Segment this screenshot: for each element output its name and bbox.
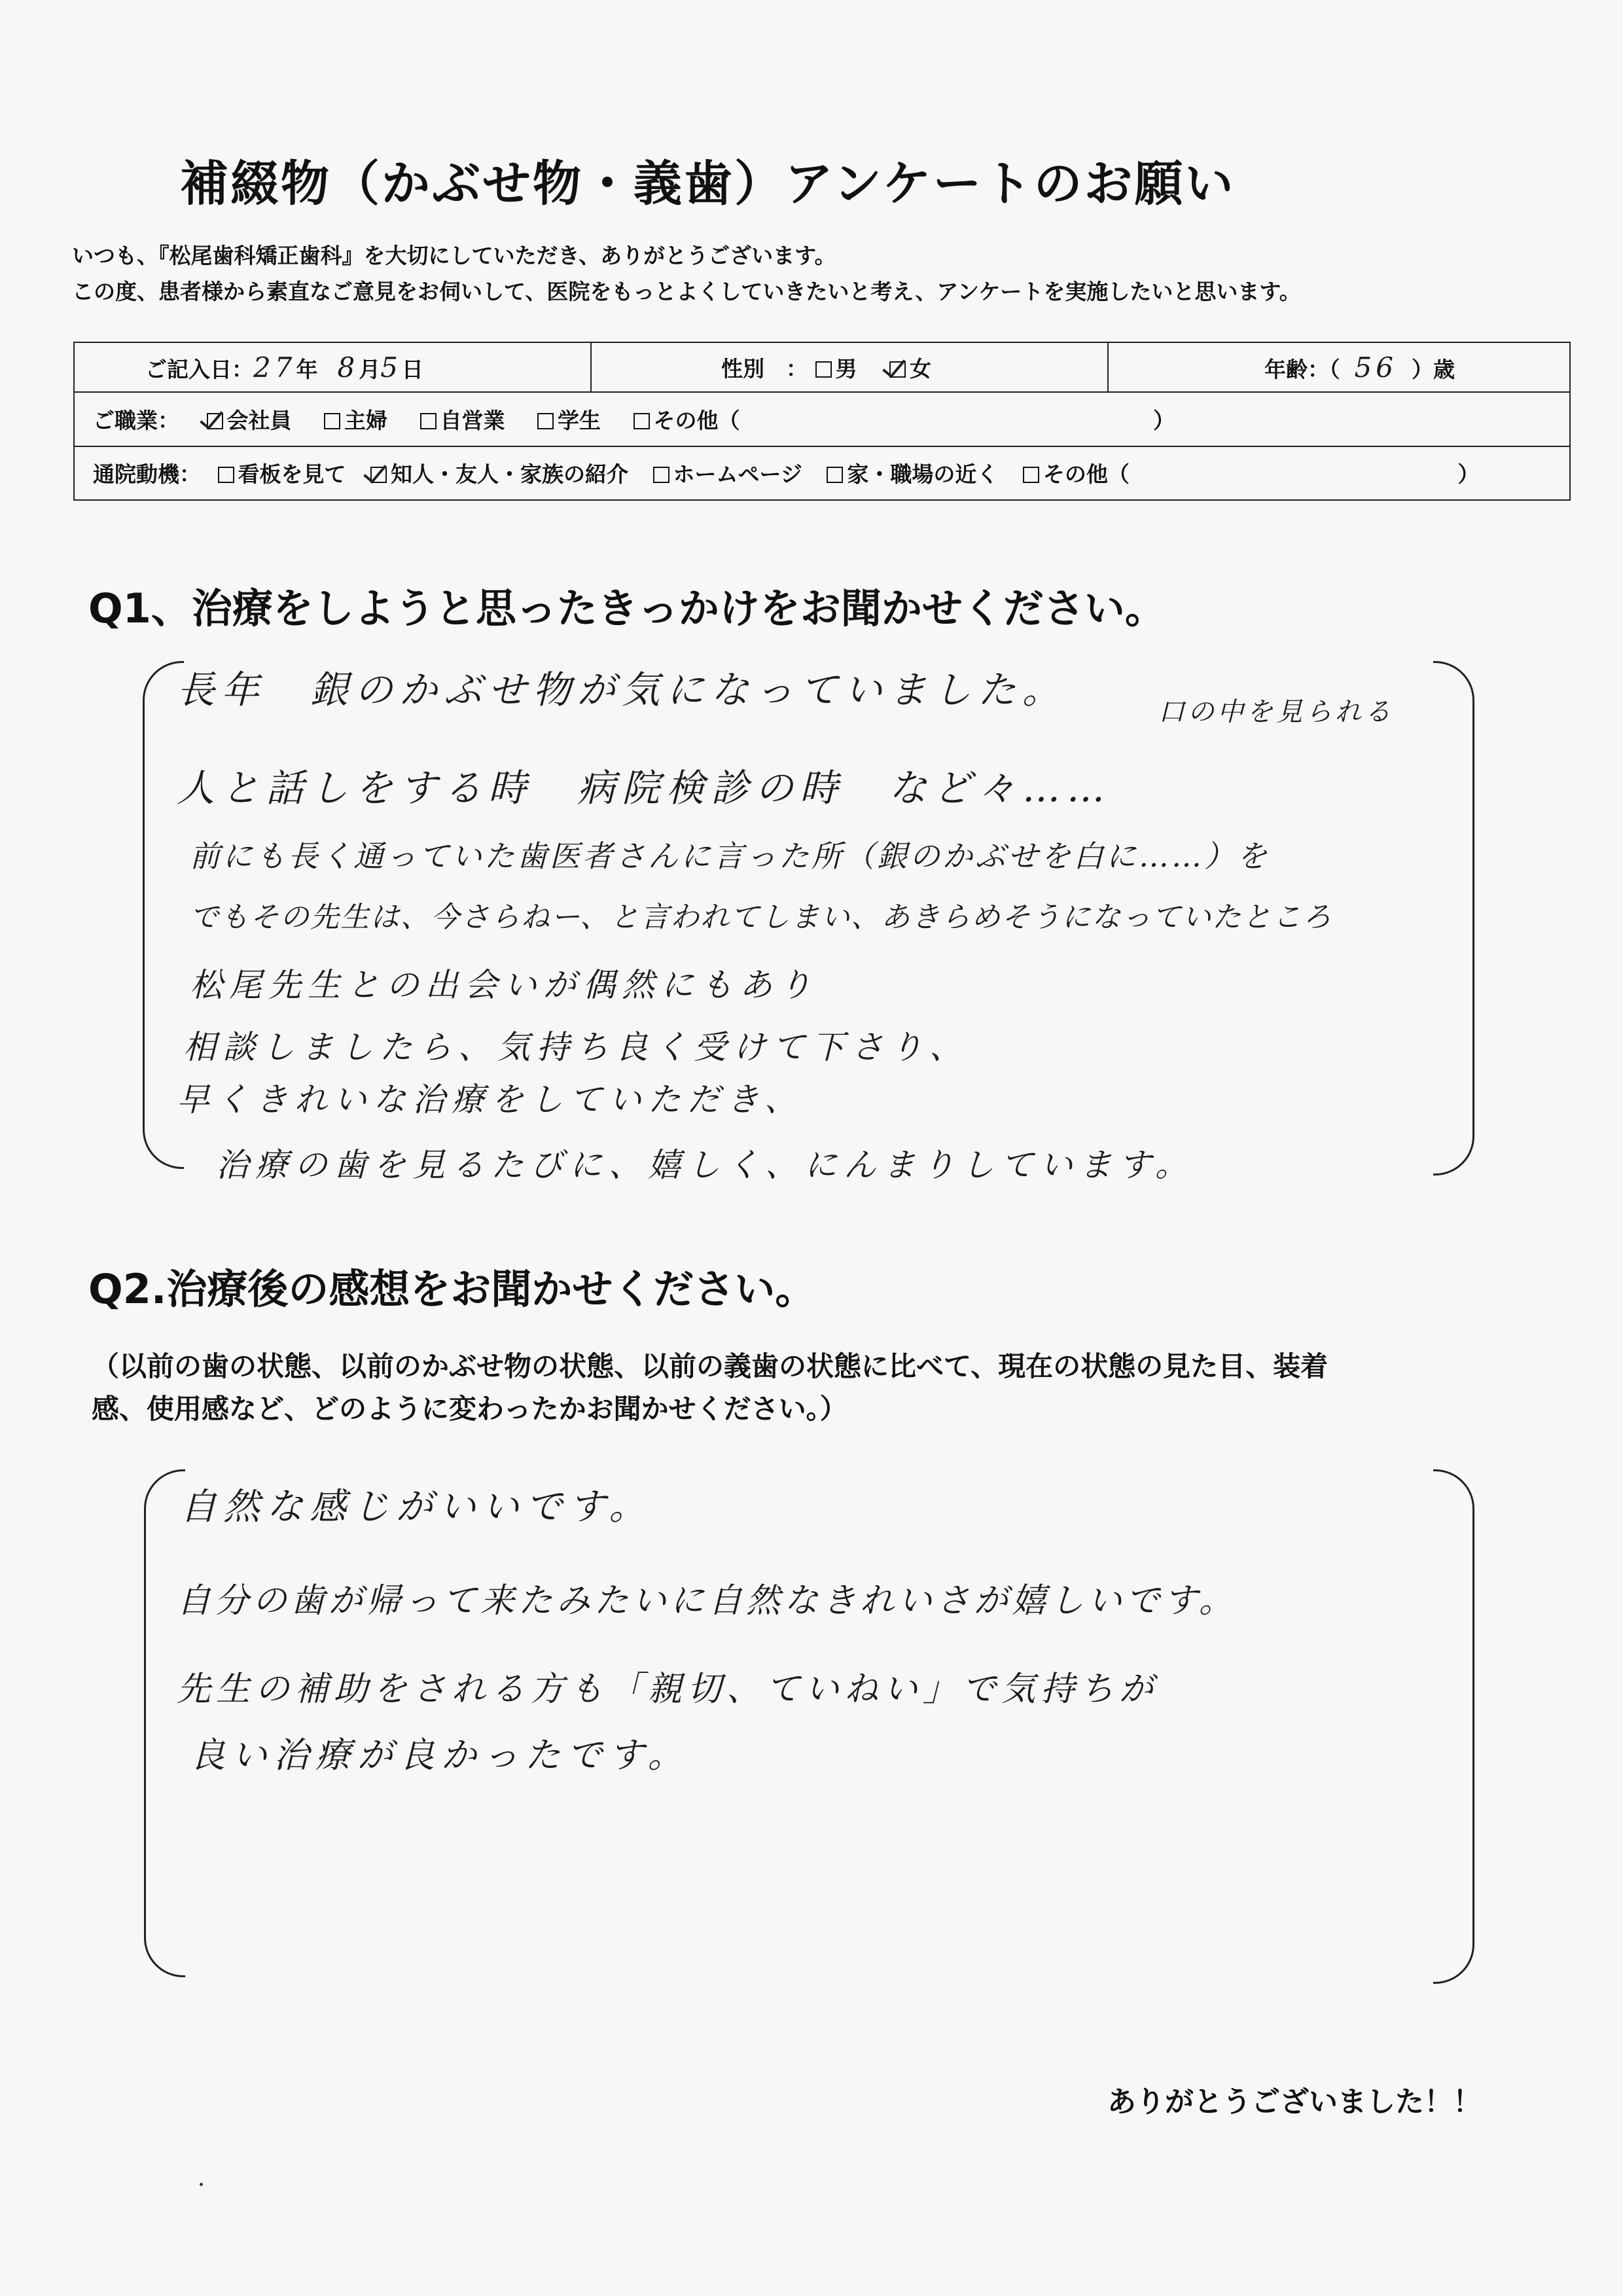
motive-option-other[interactable]: その他（	[1023, 457, 1130, 488]
date-year-field[interactable]: 27	[253, 351, 296, 384]
checkbox-icon	[653, 467, 669, 483]
q1-answer-line-2: 人と話しをする時 病院検診の時 など々……	[177, 766, 1112, 810]
occupation-option-self-employed[interactable]: 自営業	[420, 404, 505, 435]
scan-speck	[200, 2183, 203, 2186]
checkbox-checked-icon	[370, 467, 387, 483]
age-cell	[1108, 342, 1570, 392]
occupation-option-other[interactable]: その他（	[633, 404, 740, 435]
occupation-option-housewife[interactable]: 主婦	[324, 404, 387, 435]
occupation-cell	[74, 392, 1570, 446]
checkbox-checked-icon	[889, 361, 906, 378]
date-month-field[interactable]: 8	[337, 351, 359, 384]
patient-info-table	[73, 342, 1571, 501]
checkbox-icon	[420, 413, 437, 429]
occupation-close: ）	[1153, 407, 1175, 433]
q1-answer-line-3: 前にも長く通っていた歯医者さんに言った所（銀のかぶせを白に……）を	[190, 838, 1270, 874]
age-field[interactable]: 56	[1354, 351, 1397, 384]
occupation-option-student[interactable]: 学生	[537, 404, 601, 435]
q1-answer-line-5: 松尾先生との出会いが偶然にもあり	[190, 966, 818, 1004]
occupation-option-employee[interactable]: 会社員	[207, 404, 292, 435]
q1-answer-insert: 口の中を見られる	[1158, 697, 1394, 727]
checkbox-icon	[218, 467, 234, 483]
q2-answer-bracket-left	[144, 1469, 185, 1977]
q1-answer-line-6: 相談しましたら、気持ち良く受けて下さり、	[183, 1028, 969, 1066]
q2-answer-bracket-right	[1433, 1469, 1474, 1984]
q2-question: Q2.治療後の感想をお聞かせください。	[88, 1265, 816, 1313]
q2-answer-line-1: 自然な感じがいいです。	[180, 1486, 652, 1528]
checkbox-icon	[1023, 467, 1039, 483]
month-label: 月	[359, 356, 381, 382]
motive-label: 通院動機：	[93, 461, 201, 488]
q1-answer-line-7: 早くきれいな治療をしていただき、	[177, 1081, 804, 1119]
motive-option-referral[interactable]: 知人・友人・家族の紹介	[370, 457, 628, 488]
thanks-message: ありがとうございました！！	[1107, 2085, 1482, 2119]
q1-question: Q1、治療をしようと思ったきっかけをお聞かせください。	[88, 584, 1166, 632]
motive-option-signboard[interactable]: 看板を見て	[218, 457, 346, 488]
q1-answer-line-1: 長年 銀のかぶせ物が気になっていました。	[177, 668, 1067, 712]
checkbox-icon	[815, 361, 832, 378]
q2-note-line-1: （以前の歯の状態、以前のかぶせ物の状態、以前の義歯の状態に比べて、現在の状態の見た目、装着	[92, 1350, 1329, 1382]
intro-line-1: いつも、『松尾歯科矯正歯科』を大切にしていただき、ありがとうございます。	[72, 243, 836, 268]
q1-answer-line-8: 治療の歯を見るたびに、嬉しく、にんまりしています。	[216, 1146, 1194, 1184]
occupation-label: ご職業：	[93, 407, 179, 433]
q2-answer-line-3: 先生の補助をされる方も「親切、ていねい」で気持ちが	[177, 1670, 1159, 1709]
date-day-field[interactable]: 5	[380, 351, 402, 384]
date-label: ご記入日：	[145, 356, 253, 382]
checkbox-icon	[537, 413, 554, 429]
year-label: 年	[296, 356, 318, 382]
motive-cell	[74, 446, 1570, 500]
motive-close: ）	[1457, 461, 1480, 488]
intro-line-2: この度、患者様から素直なご意見をお伺いして、医院をもっとよくしていきたいと考え、アンケートを実施したいと思います。	[72, 279, 1301, 304]
motive-option-homepage[interactable]: ホームページ	[653, 457, 802, 488]
checkbox-icon	[324, 413, 340, 429]
gender-male-option[interactable]: 男	[815, 352, 857, 383]
age-suffix: ）歳	[1411, 356, 1455, 382]
q2-answer-line-2: 自分の歯が帰って来たみたいに自然なきれいさが嬉しいです。	[177, 1581, 1237, 1621]
page-title: 補綴物（かぶせ物・義歯）アンケートのお願い	[180, 156, 1236, 212]
gender-female-option[interactable]: 女	[889, 352, 931, 383]
checkbox-icon	[827, 467, 843, 483]
checkbox-icon	[633, 413, 650, 429]
age-label: 年齢：（	[1264, 356, 1340, 382]
gender-label: 性別 ：	[721, 355, 808, 382]
date-cell	[74, 342, 591, 392]
q1-answer-bracket-right	[1433, 661, 1474, 1175]
day-label: 日	[401, 356, 423, 382]
gender-cell	[591, 342, 1108, 392]
q1-answer-line-4: でもその先生は、今さらねー、と言われてしまい、あきらめそうになっていたところ	[190, 901, 1333, 934]
q2-answer-line-4: 良い治療が良かったです。	[190, 1734, 690, 1776]
checkbox-checked-icon	[207, 413, 223, 429]
q2-note-line-2: 感、使用感など、どのように変わったかお聞かせください。）	[92, 1393, 847, 1425]
motive-option-nearby[interactable]: 家・職場の近く	[827, 457, 998, 488]
